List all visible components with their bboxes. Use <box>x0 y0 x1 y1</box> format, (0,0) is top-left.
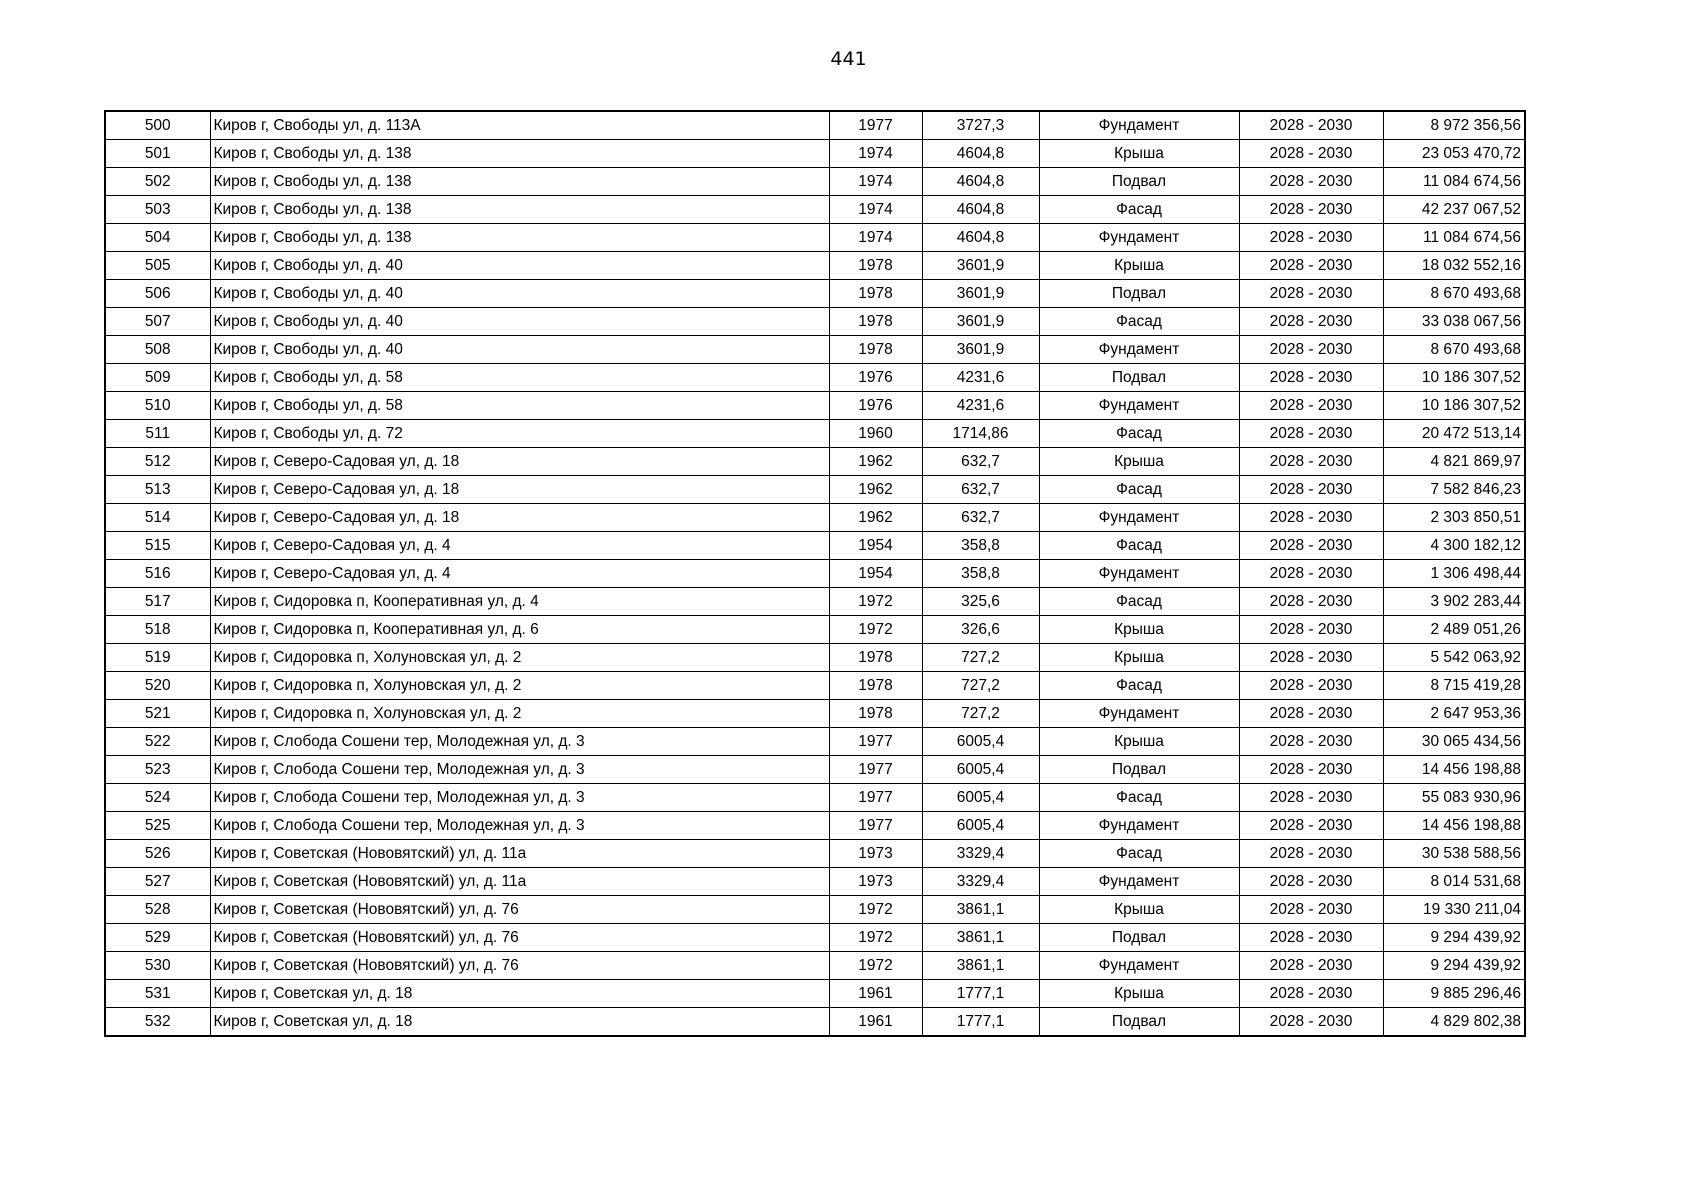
area-cell: 4604,8 <box>922 224 1039 252</box>
table-row <box>105 392 1525 420</box>
address-cell: Киров г, Сидоровка п, Холуновская ул, д. 2 <box>210 700 829 728</box>
row-number-cell: 510 <box>105 392 210 420</box>
cost-cell: 8 014 531,68 <box>1383 868 1525 896</box>
table-row <box>105 504 1525 532</box>
build-year-cell: 1972 <box>829 952 922 980</box>
row-number-cell: 530 <box>105 952 210 980</box>
cost-cell: 3 902 283,44 <box>1383 588 1525 616</box>
address-cell: Киров г, Северо-Садовая ул, д. 4 <box>210 532 829 560</box>
address-cell: Киров г, Сидоровка п, Кооперативная ул, д. 6 <box>210 616 829 644</box>
repair-schedule-table <box>104 110 1526 1037</box>
address-cell: Киров г, Северо-Садовая ул, д. 4 <box>210 560 829 588</box>
row-number-cell: 523 <box>105 756 210 784</box>
build-year-cell: 1954 <box>829 532 922 560</box>
area-cell: 3601,9 <box>922 336 1039 364</box>
area-cell: 1714,86 <box>922 420 1039 448</box>
cost-cell: 9 294 439,92 <box>1383 924 1525 952</box>
row-number-cell: 507 <box>105 308 210 336</box>
row-number-cell: 532 <box>105 1008 210 1037</box>
cost-cell: 11 084 674,56 <box>1383 224 1525 252</box>
cost-cell: 10 186 307,52 <box>1383 392 1525 420</box>
build-year-cell: 1954 <box>829 560 922 588</box>
table-row <box>105 448 1525 476</box>
cost-cell: 8 670 493,68 <box>1383 336 1525 364</box>
cost-cell: 1 306 498,44 <box>1383 560 1525 588</box>
row-number-cell: 503 <box>105 196 210 224</box>
work-type-cell: Фундамент <box>1039 868 1239 896</box>
build-year-cell: 1976 <box>829 364 922 392</box>
row-number-cell: 516 <box>105 560 210 588</box>
work-type-cell: Фундамент <box>1039 392 1239 420</box>
cost-cell: 14 456 198,88 <box>1383 756 1525 784</box>
period-cell: 2028 - 2030 <box>1239 308 1383 336</box>
area-cell: 6005,4 <box>922 784 1039 812</box>
cost-cell: 2 647 953,36 <box>1383 700 1525 728</box>
table-row <box>105 560 1525 588</box>
address-cell: Киров г, Свободы ул, д. 40 <box>210 252 829 280</box>
area-cell: 1777,1 <box>922 980 1039 1008</box>
area-cell: 3329,4 <box>922 868 1039 896</box>
table-row <box>105 224 1525 252</box>
address-cell: Киров г, Свободы ул, д. 138 <box>210 168 829 196</box>
work-type-cell: Крыша <box>1039 448 1239 476</box>
table-row <box>105 700 1525 728</box>
address-cell: Киров г, Слобода Сошени тер, Молодежная ул, д. 3 <box>210 812 829 840</box>
period-cell: 2028 - 2030 <box>1239 168 1383 196</box>
period-cell: 2028 - 2030 <box>1239 672 1383 700</box>
period-cell: 2028 - 2030 <box>1239 532 1383 560</box>
area-cell: 326,6 <box>922 616 1039 644</box>
table-row <box>105 420 1525 448</box>
period-cell: 2028 - 2030 <box>1239 280 1383 308</box>
period-cell: 2028 - 2030 <box>1239 980 1383 1008</box>
table-row <box>105 644 1525 672</box>
work-type-cell: Подвал <box>1039 168 1239 196</box>
period-cell: 2028 - 2030 <box>1239 224 1383 252</box>
table-row <box>105 364 1525 392</box>
area-cell: 3601,9 <box>922 252 1039 280</box>
address-cell: Киров г, Советская (Нововятский) ул, д. 76 <box>210 924 829 952</box>
work-type-cell: Фасад <box>1039 840 1239 868</box>
build-year-cell: 1962 <box>829 476 922 504</box>
work-type-cell: Фасад <box>1039 420 1239 448</box>
cost-cell: 8 715 419,28 <box>1383 672 1525 700</box>
area-cell: 727,2 <box>922 644 1039 672</box>
period-cell: 2028 - 2030 <box>1239 392 1383 420</box>
table-row <box>105 588 1525 616</box>
cost-cell: 23 053 470,72 <box>1383 140 1525 168</box>
row-number-cell: 517 <box>105 588 210 616</box>
area-cell: 6005,4 <box>922 756 1039 784</box>
area-cell: 3601,9 <box>922 308 1039 336</box>
work-type-cell: Крыша <box>1039 728 1239 756</box>
address-cell: Киров г, Советская (Нововятский) ул, д. 76 <box>210 896 829 924</box>
area-cell: 727,2 <box>922 700 1039 728</box>
cost-cell: 33 038 067,56 <box>1383 308 1525 336</box>
table-row <box>105 924 1525 952</box>
row-number-cell: 529 <box>105 924 210 952</box>
table-row <box>105 476 1525 504</box>
row-number-cell: 520 <box>105 672 210 700</box>
build-year-cell: 1978 <box>829 644 922 672</box>
table-row <box>105 111 1525 140</box>
build-year-cell: 1977 <box>829 111 922 140</box>
cost-cell: 14 456 198,88 <box>1383 812 1525 840</box>
table-body <box>105 111 1525 1036</box>
address-cell: Киров г, Советская (Нововятский) ул, д. 76 <box>210 952 829 980</box>
row-number-cell: 514 <box>105 504 210 532</box>
address-cell: Киров г, Свободы ул, д. 40 <box>210 280 829 308</box>
period-cell: 2028 - 2030 <box>1239 924 1383 952</box>
row-number-cell: 501 <box>105 140 210 168</box>
row-number-cell: 515 <box>105 532 210 560</box>
period-cell: 2028 - 2030 <box>1239 868 1383 896</box>
area-cell: 632,7 <box>922 448 1039 476</box>
address-cell: Киров г, Советская (Нововятский) ул, д. 11а <box>210 868 829 896</box>
work-type-cell: Подвал <box>1039 756 1239 784</box>
cost-cell: 19 330 211,04 <box>1383 896 1525 924</box>
area-cell: 1777,1 <box>922 1008 1039 1037</box>
cost-cell: 10 186 307,52 <box>1383 364 1525 392</box>
work-type-cell: Крыша <box>1039 140 1239 168</box>
row-number-cell: 509 <box>105 364 210 392</box>
build-year-cell: 1978 <box>829 280 922 308</box>
build-year-cell: 1974 <box>829 168 922 196</box>
table-row <box>105 896 1525 924</box>
cost-cell: 18 032 552,16 <box>1383 252 1525 280</box>
address-cell: Киров г, Слобода Сошени тер, Молодежная ул, д. 3 <box>210 784 829 812</box>
row-number-cell: 526 <box>105 840 210 868</box>
period-cell: 2028 - 2030 <box>1239 364 1383 392</box>
period-cell: 2028 - 2030 <box>1239 476 1383 504</box>
table-row <box>105 840 1525 868</box>
row-number-cell: 521 <box>105 700 210 728</box>
work-type-cell: Подвал <box>1039 924 1239 952</box>
address-cell: Киров г, Свободы ул, д. 58 <box>210 392 829 420</box>
build-year-cell: 1978 <box>829 336 922 364</box>
address-cell: Киров г, Советская (Нововятский) ул, д. 11а <box>210 840 829 868</box>
address-cell: Киров г, Свободы ул, д. 40 <box>210 308 829 336</box>
work-type-cell: Фундамент <box>1039 560 1239 588</box>
build-year-cell: 1960 <box>829 420 922 448</box>
address-cell: Киров г, Советская ул, д. 18 <box>210 1008 829 1037</box>
row-number-cell: 506 <box>105 280 210 308</box>
cost-cell: 2 303 850,51 <box>1383 504 1525 532</box>
work-type-cell: Крыша <box>1039 896 1239 924</box>
table-row <box>105 168 1525 196</box>
address-cell: Киров г, Свободы ул, д. 113А <box>210 111 829 140</box>
period-cell: 2028 - 2030 <box>1239 111 1383 140</box>
address-cell: Киров г, Свободы ул, д. 40 <box>210 336 829 364</box>
work-type-cell: Фундамент <box>1039 111 1239 140</box>
area-cell: 632,7 <box>922 504 1039 532</box>
area-cell: 3861,1 <box>922 924 1039 952</box>
build-year-cell: 1977 <box>829 812 922 840</box>
address-cell: Киров г, Свободы ул, д. 138 <box>210 140 829 168</box>
work-type-cell: Фасад <box>1039 672 1239 700</box>
build-year-cell: 1961 <box>829 1008 922 1037</box>
build-year-cell: 1961 <box>829 980 922 1008</box>
work-type-cell: Фасад <box>1039 308 1239 336</box>
row-number-cell: 519 <box>105 644 210 672</box>
period-cell: 2028 - 2030 <box>1239 588 1383 616</box>
address-cell: Киров г, Северо-Садовая ул, д. 18 <box>210 448 829 476</box>
table-row <box>105 812 1525 840</box>
period-cell: 2028 - 2030 <box>1239 448 1383 476</box>
area-cell: 4231,6 <box>922 392 1039 420</box>
work-type-cell: Фундамент <box>1039 952 1239 980</box>
row-number-cell: 525 <box>105 812 210 840</box>
period-cell: 2028 - 2030 <box>1239 504 1383 532</box>
address-cell: Киров г, Свободы ул, д. 138 <box>210 224 829 252</box>
work-type-cell: Крыша <box>1039 644 1239 672</box>
build-year-cell: 1972 <box>829 896 922 924</box>
period-cell: 2028 - 2030 <box>1239 812 1383 840</box>
period-cell: 2028 - 2030 <box>1239 840 1383 868</box>
row-number-cell: 511 <box>105 420 210 448</box>
address-cell: Киров г, Северо-Садовая ул, д. 18 <box>210 504 829 532</box>
cost-cell: 8 670 493,68 <box>1383 280 1525 308</box>
cost-cell: 9 294 439,92 <box>1383 952 1525 980</box>
period-cell: 2028 - 2030 <box>1239 140 1383 168</box>
address-cell: Киров г, Северо-Садовая ул, д. 18 <box>210 476 829 504</box>
work-type-cell: Фундамент <box>1039 812 1239 840</box>
period-cell: 2028 - 2030 <box>1239 336 1383 364</box>
address-cell: Киров г, Свободы ул, д. 72 <box>210 420 829 448</box>
table-row <box>105 868 1525 896</box>
build-year-cell: 1978 <box>829 672 922 700</box>
row-number-cell: 528 <box>105 896 210 924</box>
table-row <box>105 980 1525 1008</box>
work-type-cell: Фасад <box>1039 196 1239 224</box>
table-row <box>105 784 1525 812</box>
period-cell: 2028 - 2030 <box>1239 252 1383 280</box>
area-cell: 632,7 <box>922 476 1039 504</box>
build-year-cell: 1974 <box>829 224 922 252</box>
area-cell: 3727,3 <box>922 111 1039 140</box>
row-number-cell: 504 <box>105 224 210 252</box>
build-year-cell: 1978 <box>829 252 922 280</box>
work-type-cell: Фундамент <box>1039 504 1239 532</box>
build-year-cell: 1978 <box>829 308 922 336</box>
address-cell: Киров г, Слобода Сошени тер, Молодежная ул, д. 3 <box>210 728 829 756</box>
work-type-cell: Фундамент <box>1039 224 1239 252</box>
area-cell: 6005,4 <box>922 812 1039 840</box>
build-year-cell: 1977 <box>829 728 922 756</box>
work-type-cell: Крыша <box>1039 252 1239 280</box>
table-row <box>105 532 1525 560</box>
cost-cell: 30 065 434,56 <box>1383 728 1525 756</box>
period-cell: 2028 - 2030 <box>1239 196 1383 224</box>
cost-cell: 11 084 674,56 <box>1383 168 1525 196</box>
area-cell: 325,6 <box>922 588 1039 616</box>
work-type-cell: Фасад <box>1039 784 1239 812</box>
cost-cell: 8 972 356,56 <box>1383 111 1525 140</box>
work-type-cell: Подвал <box>1039 280 1239 308</box>
period-cell: 2028 - 2030 <box>1239 700 1383 728</box>
period-cell: 2028 - 2030 <box>1239 560 1383 588</box>
table-row <box>105 196 1525 224</box>
area-cell: 358,8 <box>922 532 1039 560</box>
area-cell: 358,8 <box>922 560 1039 588</box>
work-type-cell: Фундамент <box>1039 336 1239 364</box>
cost-cell: 9 885 296,46 <box>1383 980 1525 1008</box>
address-cell: Киров г, Свободы ул, д. 138 <box>210 196 829 224</box>
build-year-cell: 1962 <box>829 448 922 476</box>
address-cell: Киров г, Слобода Сошени тер, Молодежная ул, д. 3 <box>210 756 829 784</box>
period-cell: 2028 - 2030 <box>1239 728 1383 756</box>
period-cell: 2028 - 2030 <box>1239 896 1383 924</box>
row-number-cell: 508 <box>105 336 210 364</box>
period-cell: 2028 - 2030 <box>1239 616 1383 644</box>
area-cell: 4604,8 <box>922 140 1039 168</box>
build-year-cell: 1972 <box>829 924 922 952</box>
cost-cell: 4 829 802,38 <box>1383 1008 1525 1037</box>
table-row <box>105 756 1525 784</box>
row-number-cell: 513 <box>105 476 210 504</box>
period-cell: 2028 - 2030 <box>1239 420 1383 448</box>
build-year-cell: 1977 <box>829 784 922 812</box>
build-year-cell: 1976 <box>829 392 922 420</box>
cost-cell: 55 083 930,96 <box>1383 784 1525 812</box>
cost-cell: 7 582 846,23 <box>1383 476 1525 504</box>
address-cell: Киров г, Сидоровка п, Холуновская ул, д. 2 <box>210 672 829 700</box>
address-cell: Киров г, Сидоровка п, Холуновская ул, д. 2 <box>210 644 829 672</box>
build-year-cell: 1973 <box>829 840 922 868</box>
cost-cell: 4 300 182,12 <box>1383 532 1525 560</box>
cost-cell: 4 821 869,97 <box>1383 448 1525 476</box>
address-cell: Киров г, Советская ул, д. 18 <box>210 980 829 1008</box>
period-cell: 2028 - 2030 <box>1239 1008 1383 1037</box>
build-year-cell: 1974 <box>829 140 922 168</box>
area-cell: 3861,1 <box>922 952 1039 980</box>
work-type-cell: Фундамент <box>1039 700 1239 728</box>
cost-cell: 20 472 513,14 <box>1383 420 1525 448</box>
cost-cell: 5 542 063,92 <box>1383 644 1525 672</box>
table-row <box>105 336 1525 364</box>
table-row <box>105 672 1525 700</box>
area-cell: 3329,4 <box>922 840 1039 868</box>
build-year-cell: 1973 <box>829 868 922 896</box>
work-type-cell: Подвал <box>1039 364 1239 392</box>
row-number-cell: 518 <box>105 616 210 644</box>
area-cell: 6005,4 <box>922 728 1039 756</box>
area-cell: 4604,8 <box>922 196 1039 224</box>
row-number-cell: 502 <box>105 168 210 196</box>
cost-cell: 42 237 067,52 <box>1383 196 1525 224</box>
period-cell: 2028 - 2030 <box>1239 756 1383 784</box>
row-number-cell: 527 <box>105 868 210 896</box>
build-year-cell: 1962 <box>829 504 922 532</box>
period-cell: 2028 - 2030 <box>1239 784 1383 812</box>
table-row <box>105 952 1525 980</box>
table-row <box>105 308 1525 336</box>
address-cell: Киров г, Свободы ул, д. 58 <box>210 364 829 392</box>
work-type-cell: Подвал <box>1039 1008 1239 1037</box>
period-cell: 2028 - 2030 <box>1239 644 1383 672</box>
build-year-cell: 1977 <box>829 756 922 784</box>
table-row <box>105 252 1525 280</box>
period-cell: 2028 - 2030 <box>1239 952 1383 980</box>
work-type-cell: Фасад <box>1039 588 1239 616</box>
cost-cell: 30 538 588,56 <box>1383 840 1525 868</box>
row-number-cell: 505 <box>105 252 210 280</box>
table-row <box>105 616 1525 644</box>
cost-cell: 2 489 051,26 <box>1383 616 1525 644</box>
work-type-cell: Крыша <box>1039 980 1239 1008</box>
build-year-cell: 1974 <box>829 196 922 224</box>
row-number-cell: 522 <box>105 728 210 756</box>
row-number-cell: 512 <box>105 448 210 476</box>
area-cell: 3601,9 <box>922 280 1039 308</box>
table-row <box>105 140 1525 168</box>
build-year-cell: 1972 <box>829 588 922 616</box>
work-type-cell: Фасад <box>1039 532 1239 560</box>
area-cell: 727,2 <box>922 672 1039 700</box>
table-row <box>105 728 1525 756</box>
work-type-cell: Крыша <box>1039 616 1239 644</box>
work-type-cell: Фасад <box>1039 476 1239 504</box>
area-cell: 4604,8 <box>922 168 1039 196</box>
build-year-cell: 1978 <box>829 700 922 728</box>
area-cell: 4231,6 <box>922 364 1039 392</box>
area-cell: 3861,1 <box>922 896 1039 924</box>
row-number-cell: 500 <box>105 111 210 140</box>
table-row <box>105 280 1525 308</box>
row-number-cell: 524 <box>105 784 210 812</box>
address-cell: Киров г, Сидоровка п, Кооперативная ул, д. 4 <box>210 588 829 616</box>
build-year-cell: 1972 <box>829 616 922 644</box>
row-number-cell: 531 <box>105 980 210 1008</box>
page-number: 441 <box>830 48 867 70</box>
table-row <box>105 1008 1525 1037</box>
